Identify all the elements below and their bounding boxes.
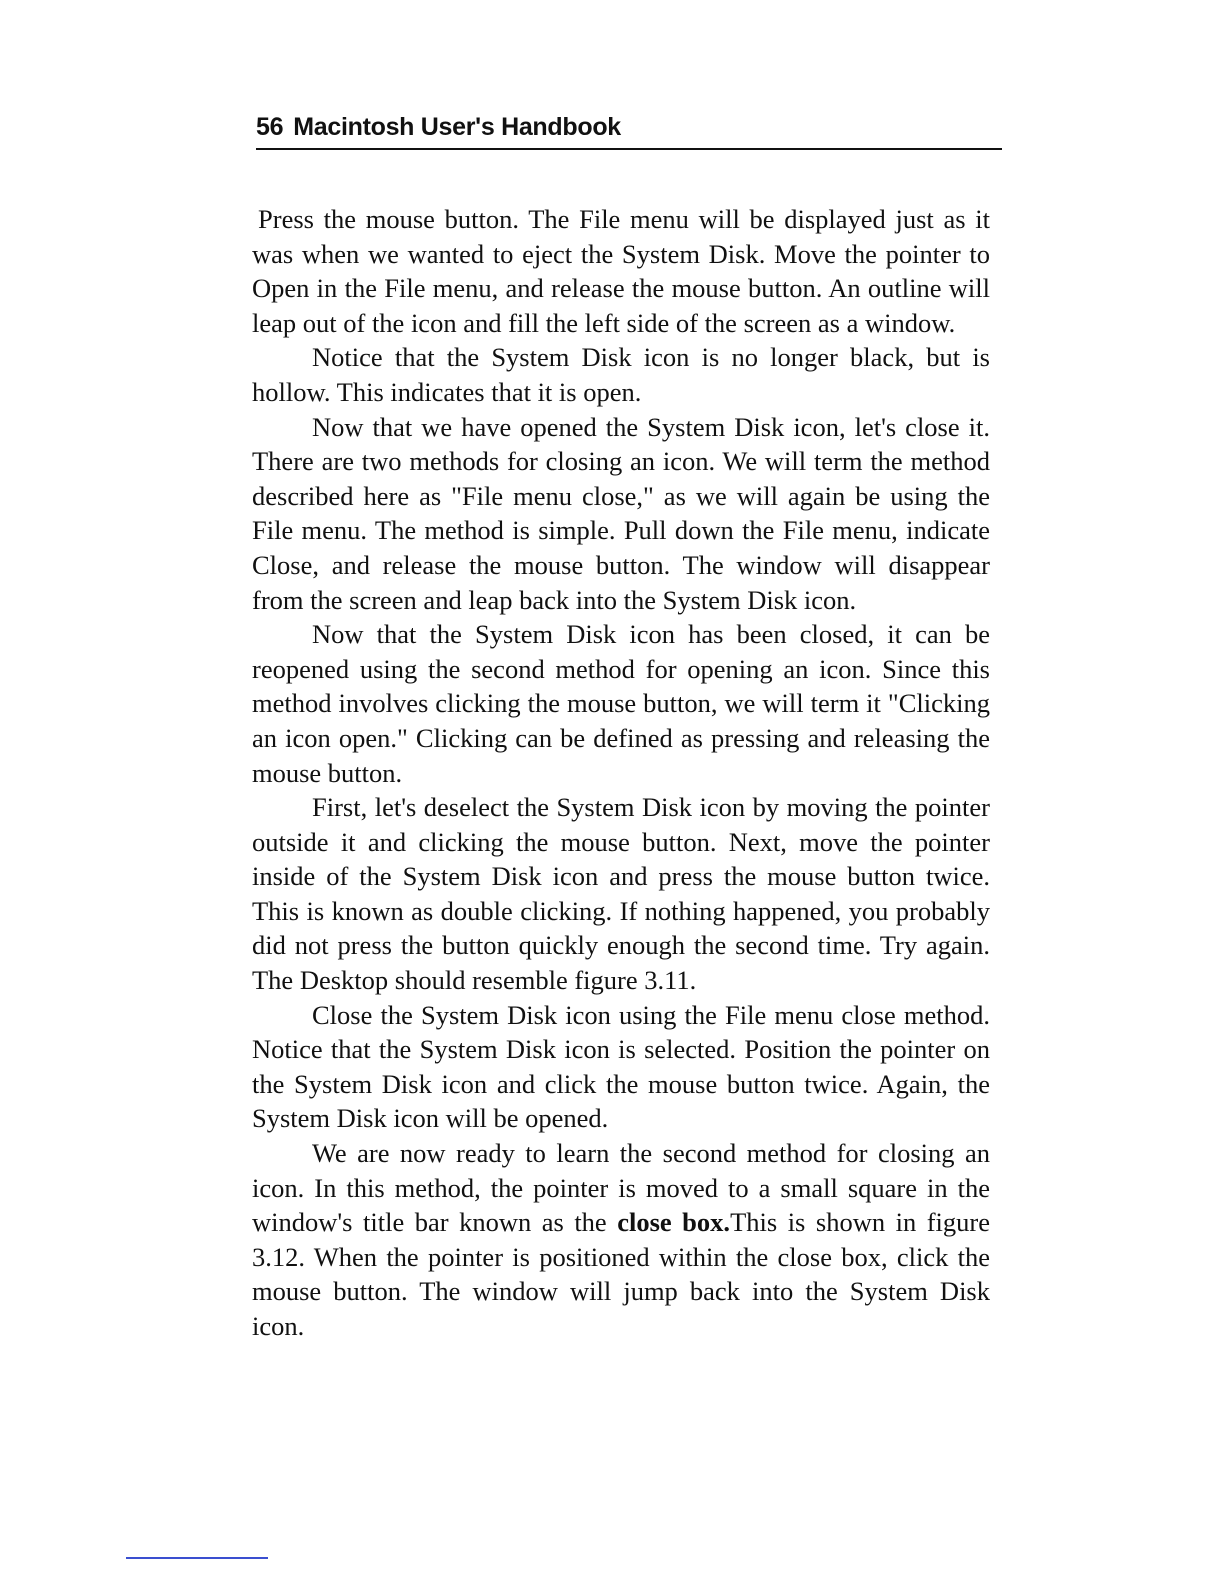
paragraph-4: Now that the System Disk icon has been closed, it can be reopened using the second method for opening an icon. Since this method involves clicking the mouse button, we will term it "Clicking an icon open." Clicking can be defined as pressing and releasing the mouse button. <box>252 619 990 788</box>
footer-rule <box>126 1557 268 1559</box>
body-text <box>252 202 990 1344</box>
book-title: Macintosh User's Handbook <box>293 113 621 141</box>
paragraph-7 <box>252 1136 990 1344</box>
paragraph-7-text-before: We are now ready to learn the second method for closing an icon. In this method, the pointer is moved to a small square in the window's title bar known as the <box>252 1138 990 1238</box>
paragraph-6: Close the System Disk icon using the File menu close method. Notice that the System Disk icon is selected. Position the pointer on the System Disk icon and click the mouse button twice. Again, the System Disk icon will be opened. <box>252 999 990 1134</box>
paragraph-7-text-after: This is shown in figure 3.12. When the pointer is positioned within the close box, click the mouse button. The window will jump back into the System Disk icon. <box>252 1207 991 1341</box>
page-number: 56 <box>256 113 284 141</box>
paragraph-3: Now that we have opened the System Disk icon, let's close it. There are two methods for closing an icon. We will term the method described here as "File menu close," as we will again be using the File menu. The method is simple. Pull down the File menu, indicate Close, and release the mouse button. The window will disappear from the screen and leap back into the System Disk icon. <box>252 411 990 615</box>
close-box-term: close box. <box>617 1207 731 1238</box>
paragraph-5: First, let's deselect the System Disk icon by moving the pointer outside it and clicking the mouse button. Next, move the pointer inside of the System Disk icon and press the mouse button twice. This is known as double clicking. If nothing happened, you probably did not press the button quickly enough the second time. Try again. The Desktop should resemble figure 3.11. <box>252 792 990 996</box>
paragraph-2: Notice that the System Disk icon is no longer black, but is hollow. This indicates that it is open. <box>252 342 990 407</box>
paragraph-1: Press the mouse button. The File menu will be displayed just as it was when we wanted to eject the System Disk. Move the pointer to Open in the File menu, and release the mouse button. An outline will leap out of the icon and fill the left side of the screen as a window. <box>252 204 990 338</box>
running-header <box>256 112 1002 150</box>
